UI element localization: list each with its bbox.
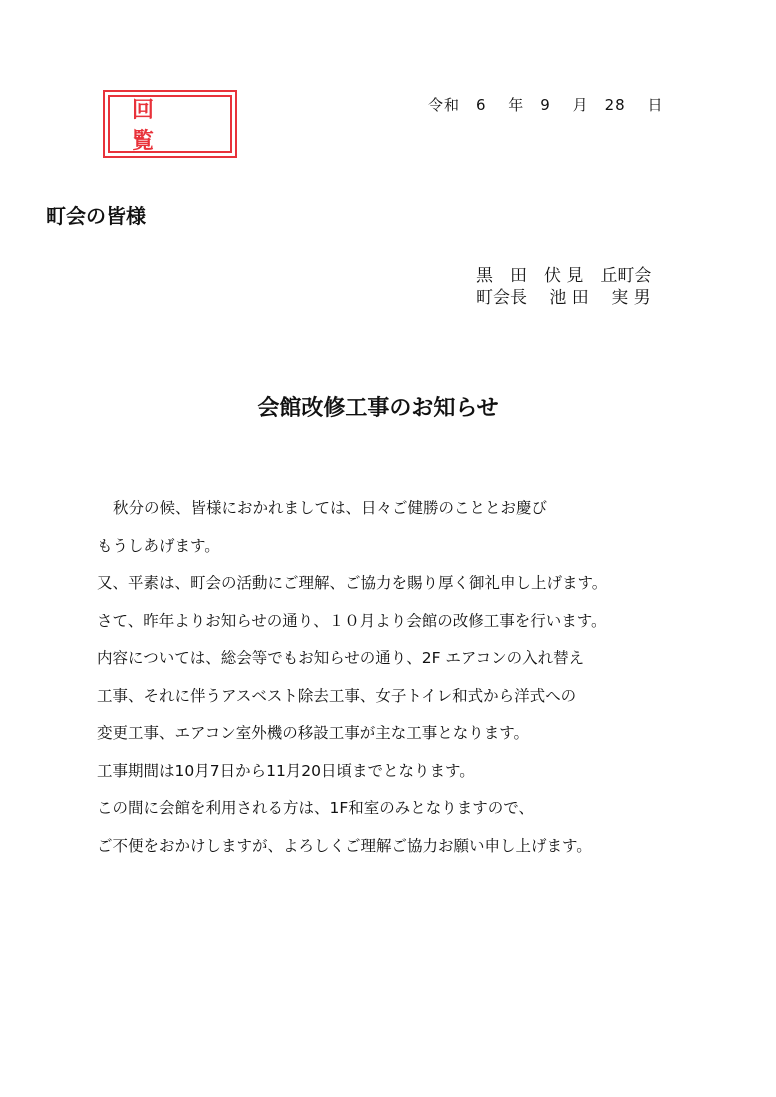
body-line: 変更工事、エアコン室外機の移設工事が主な工事となります。 [97,724,529,742]
circulation-stamp [103,90,237,158]
body-line: さて、昨年よりお知らせの通り、１０月より会館の改修工事を行います。 [97,611,607,630]
body-text [97,497,767,872]
body-line: 工事、それに伴うアスベスト除去工事、女子トイレ和式から洋式への [97,686,577,705]
sender-organization: 黒 田 伏 見 丘町会 [476,266,652,286]
body-line: ご不便をおかけしますが、よろしくご理解ご協力お願い申し上げます。 [97,836,592,855]
document-date: 令和 6 年 9 月 28 日 [428,96,664,114]
body-line: 内容については、総会等でもお知らせの通り、2F エアコンの入れ替え [97,649,585,667]
body-line: もうしあげます。 [97,536,220,555]
document-title: 会館改修工事のお知らせ [257,396,499,421]
body-line: この間に会館を利用される方は、1F和室のみとなりますので、 [97,799,534,817]
body-line: 秋分の候、皆様におかれましては、日々ご健勝のこととお慶び [113,499,548,517]
stamp-label: 回 覧 [108,95,232,153]
body-line: 工事期間は10月7日から11月20日頃までとなります。 [97,761,475,780]
recipient-heading: 町会の皆様 [46,204,146,228]
sender-name: 町会長 池 田 実 男 [476,288,651,308]
sender-block [476,265,651,309]
body-line: 又、平素は、町会の活動にご理解、ご協力を賜り厚く御礼申し上げます。 [97,574,608,592]
